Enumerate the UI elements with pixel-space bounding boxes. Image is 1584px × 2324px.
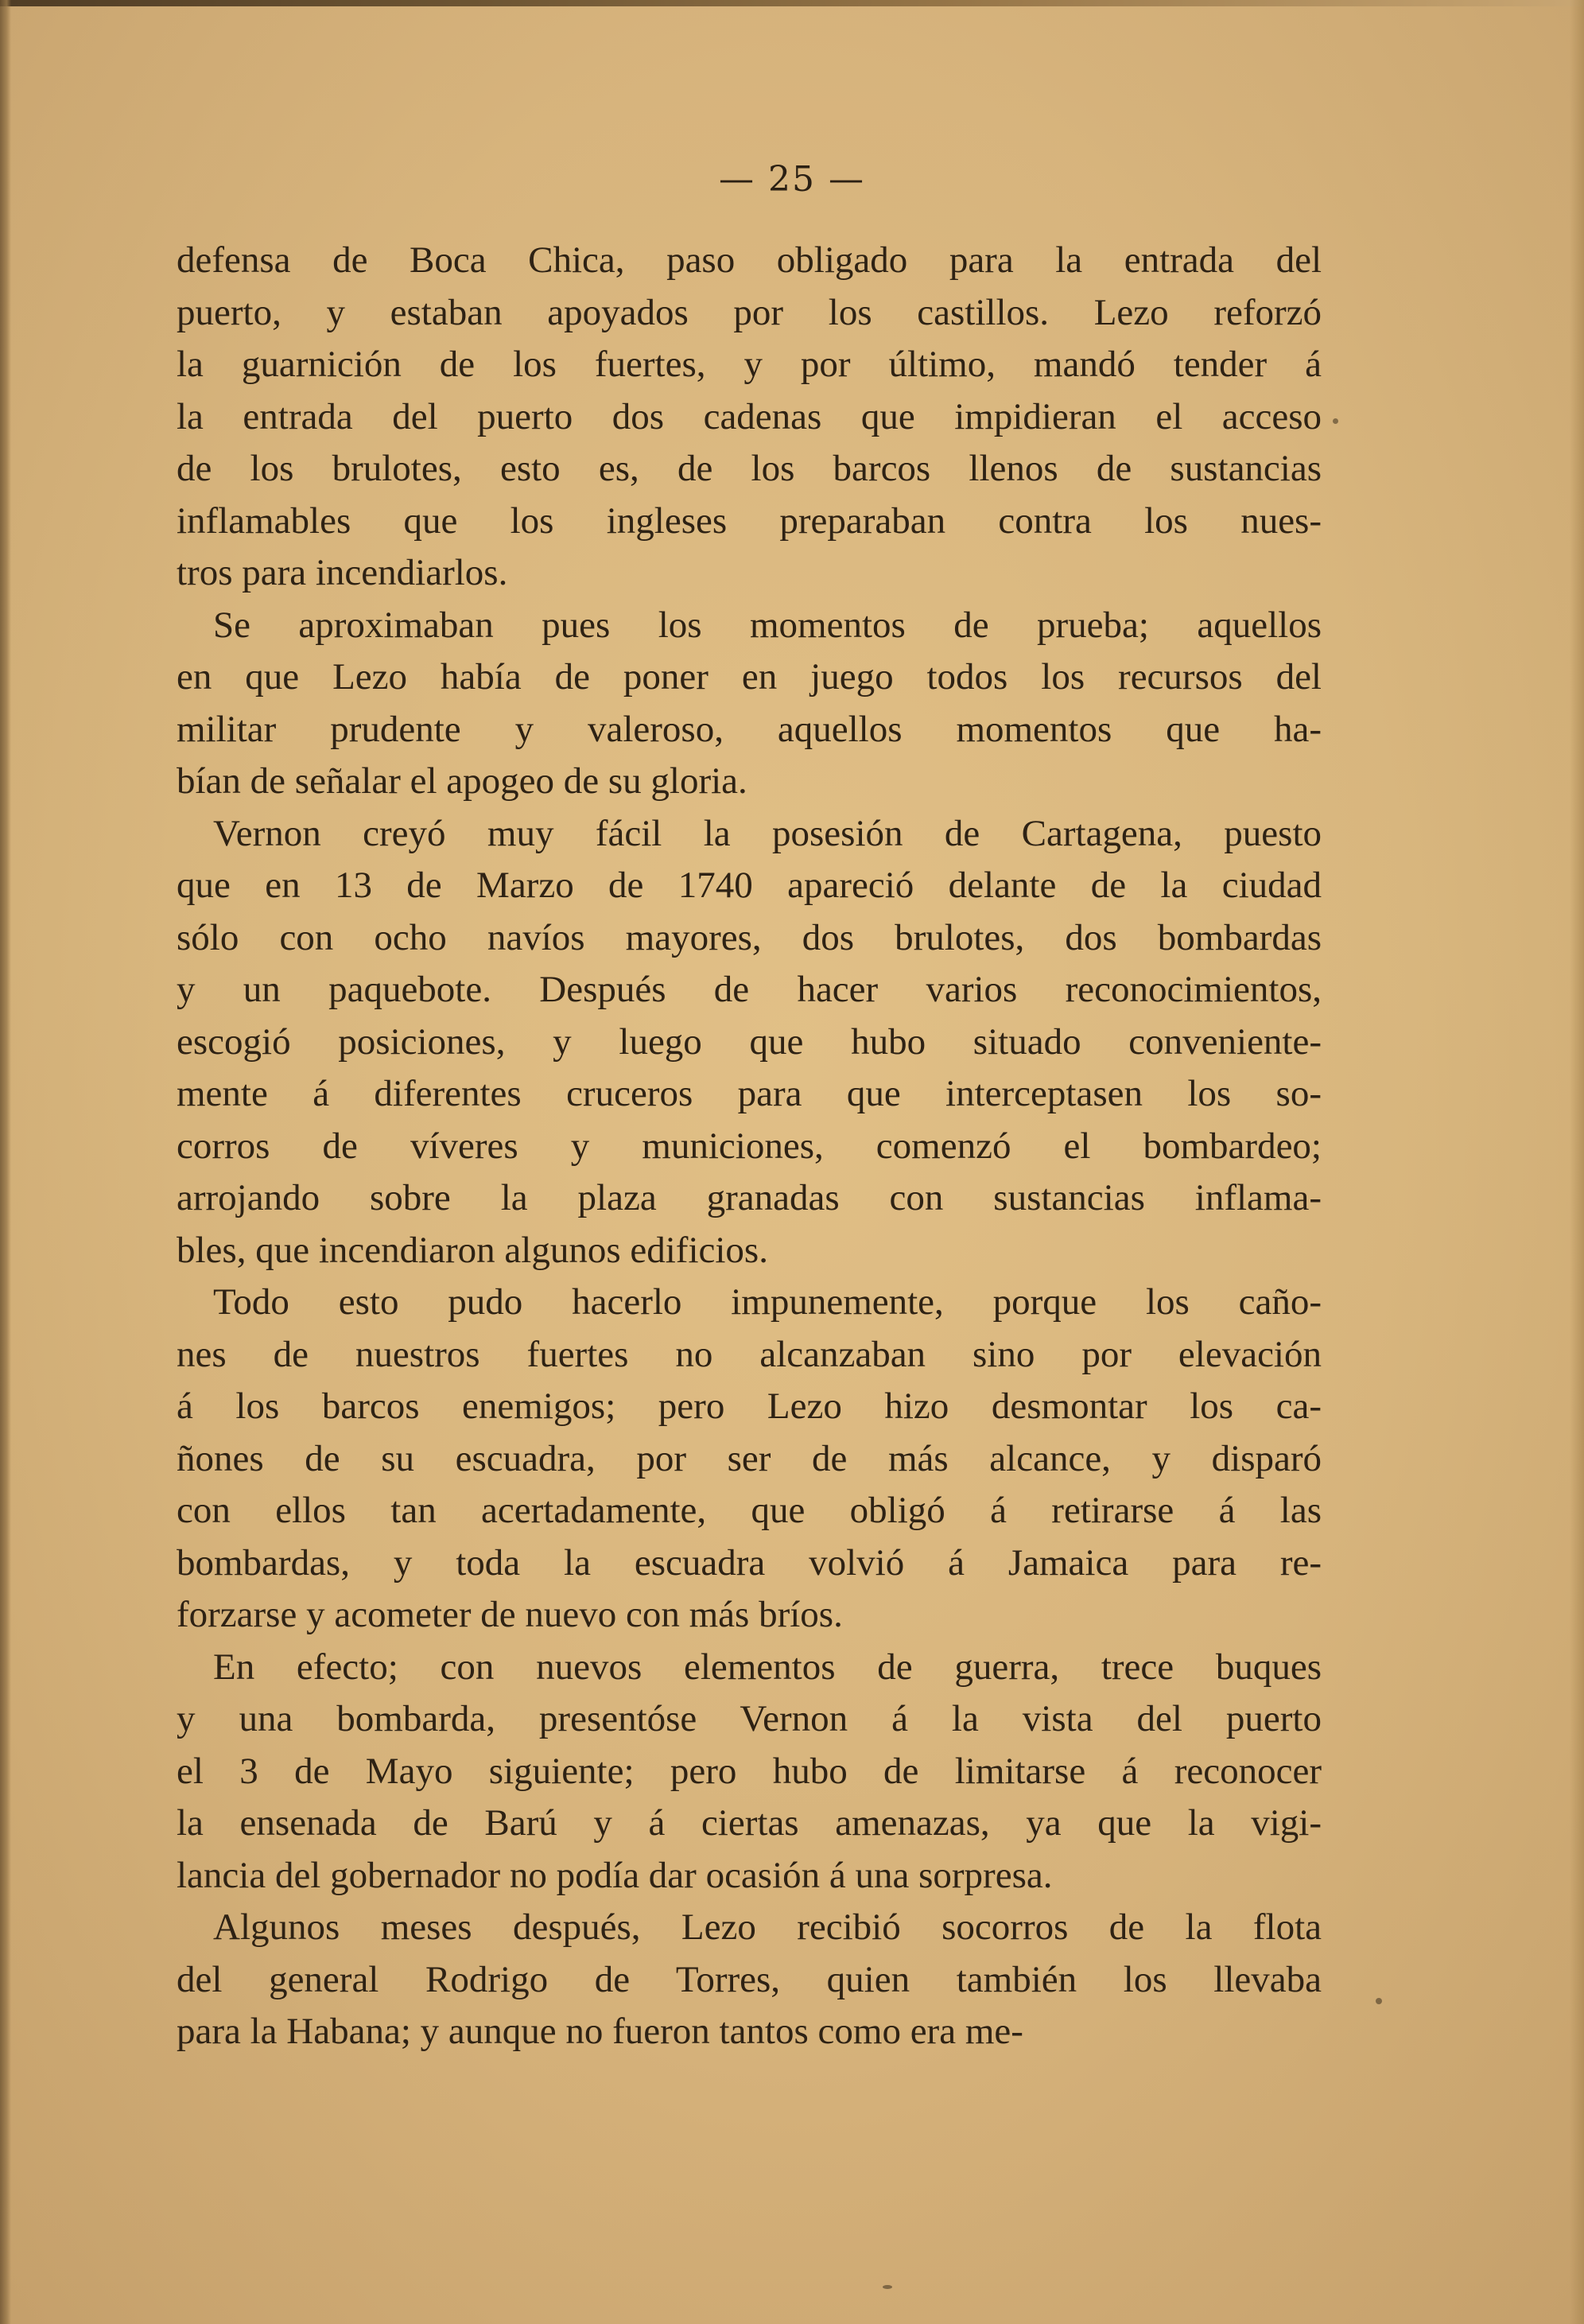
text-line: Todo esto pudo hacerlo impunemente, porque los caño- [213,1281,1322,1323]
text-line: Vernon creyó muy fácil la posesión de Cartagena, puesto [213,812,1322,854]
text-line: forzarse y acometer de nuevo con más bríos. [177,1594,843,1635]
text-line: la guarnición de los fuertes, y por último, mandó tender á [177,344,1322,385]
text-line: bían de señalar el apogeo de su gloria. [177,760,747,802]
text-line: arrojando sobre la plaza granadas con sustancias inflama- [177,1177,1322,1218]
text-line: y una bombarda, presentóse Vernon á la vista del puerto [177,1698,1322,1739]
text-line: Se aproximaban pues los momentos de prueba; aquellos [213,604,1322,646]
text-line: puerto, y estaban apoyados por los castillos. Lezo reforzó [177,291,1322,333]
text-line: En efecto; con nuevos elementos de guerra, trece buques [213,1646,1322,1688]
text-line: bombardas, y toda la escuadra volvió á Jamaica para re- [177,1541,1322,1584]
text-line: defensa de Boca Chica, paso obligado para la entrada del [177,239,1322,281]
text-line: lancia del gobernador no podía dar ocasión á una sorpresa. [177,1854,1053,1896]
text-line: mente á diferentes cruceros para que interceptasen los so- [177,1073,1322,1114]
ink-speck [1376,1998,1382,2004]
text-line: militar prudente y valeroso, aquellos momentos que ha- [177,708,1322,750]
text-line: y un paquebote. Después de hacer varios reconocimientos, [177,969,1322,1010]
text-line: para la Habana; y aunque no fueron tantos como era me- [177,2011,1023,2052]
text-line: ñones de su escuadra, por ser de más alcance, y disparó [177,1437,1322,1479]
paragraph [177,1902,1322,2058]
page-right-edge [1570,0,1584,2324]
text-line: en que Lezo había de poner en juego todos los recursos del [177,656,1322,698]
text-line: bles, que incendiaron algunos edificios. [177,1229,768,1271]
text-line: con ellos tan acertadamente, que obligó á retirarse á las [177,1490,1322,1531]
text-line: que en 13 de Marzo de 1740 apareció delante de la ciudad [177,865,1322,906]
paragraph [177,235,1322,600]
ink-speck [883,2285,892,2289]
text-line: Algunos meses después, Lezo recibió socorros de la flota [213,1906,1322,1948]
text-line: el 3 de Mayo siguiente; pero hubo de limitarse á reconocer [177,1750,1322,1792]
text-line: á los barcos enemigos; pero Lezo hizo desmontar los ca- [177,1385,1322,1427]
text-line: escogió posiciones, y luego que hubo situado conveniente- [177,1020,1322,1063]
text-line: del general Rodrigo de Torres, quien también los llevaba [177,1958,1322,2000]
paragraph [177,1642,1322,1902]
page-number: — 25 — [719,159,865,200]
text-line: inflamables que los ingleses preparaban contra los nues- [177,499,1322,542]
page-top-edge [0,0,1584,6]
ink-speck [1333,418,1338,424]
paragraph [177,808,1322,1277]
text-line: sólo con ocho navíos mayores, dos brulotes, dos bombardas [177,916,1322,958]
text-line: corros de víveres y municiones, comenzó el bombardeo; [177,1125,1322,1167]
body-text [177,235,1322,2058]
page-left-edge [0,0,11,2324]
paragraph [177,600,1322,808]
text-line: nes de nuestros fuertes no alcanzaban sino por elevación [177,1333,1322,1375]
text-line: de los brulotes, esto es, de los barcos llenos de sustancias [177,448,1322,489]
text-line: tros para incendiarlos. [177,552,508,593]
text-line: la entrada del puerto dos cadenas que impidieran el acceso [177,395,1322,437]
paragraph [177,1277,1322,1642]
text-line: la ensenada de Barú y á ciertas amenazas, ya que la vigi- [177,1802,1322,1844]
